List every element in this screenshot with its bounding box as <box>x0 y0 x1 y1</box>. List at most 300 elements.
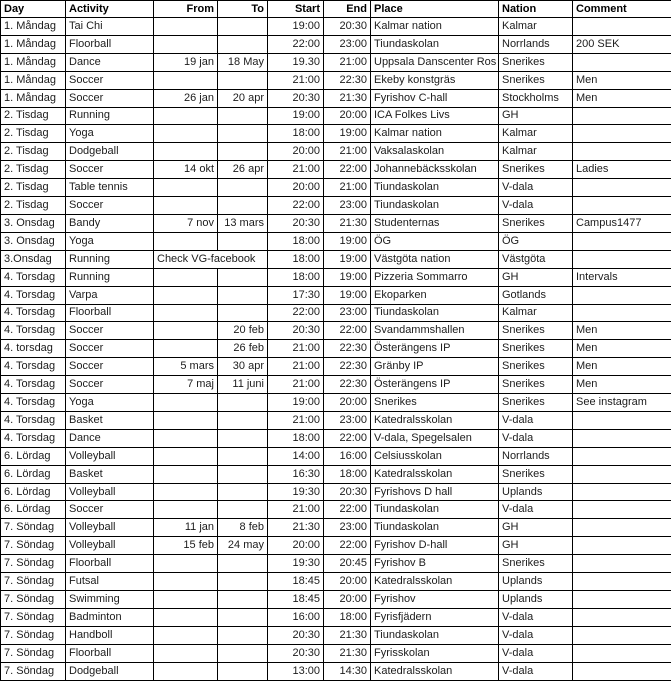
cell-to[interactable]: 30 apr <box>218 358 268 376</box>
cell-activity[interactable]: Futsal <box>66 573 154 591</box>
cell-end[interactable]: 19:00 <box>324 286 371 304</box>
cell-day[interactable]: 2. Tisdag <box>1 179 66 197</box>
cell-place[interactable]: ÖG <box>371 232 499 250</box>
cell-comment[interactable]: Intervals <box>573 268 671 286</box>
cell-end[interactable]: 21:30 <box>324 214 371 232</box>
column-header-activity[interactable]: Activity <box>66 1 154 18</box>
cell-comment[interactable]: Men <box>573 89 671 107</box>
cell-start[interactable]: 18:00 <box>268 429 324 447</box>
cell-to[interactable]: 26 apr <box>218 161 268 179</box>
cell-day[interactable]: 7. Söndag <box>1 644 66 662</box>
cell-activity[interactable]: Basket <box>66 411 154 429</box>
cell-nation[interactable]: Kalmar <box>499 125 573 143</box>
cell-comment[interactable] <box>573 483 671 501</box>
cell-nation[interactable]: Snerikes <box>499 394 573 412</box>
cell-end[interactable]: 16:00 <box>324 447 371 465</box>
cell-end[interactable]: 19:00 <box>324 125 371 143</box>
cell-end[interactable]: 14:30 <box>324 662 371 680</box>
cell-to[interactable] <box>218 125 268 143</box>
cell-nation[interactable]: Uplands <box>499 591 573 609</box>
cell-place[interactable]: Kalmar nation <box>371 18 499 36</box>
cell-nation[interactable]: V-dala <box>499 197 573 215</box>
cell-end[interactable]: 22:00 <box>324 322 371 340</box>
cell-end[interactable]: 21:00 <box>324 179 371 197</box>
cell-comment[interactable]: Men <box>573 340 671 358</box>
cell-to[interactable] <box>218 143 268 161</box>
cell-from[interactable] <box>154 143 218 161</box>
cell-end[interactable]: 23:00 <box>324 519 371 537</box>
cell-day[interactable]: 2. Tisdag <box>1 107 66 125</box>
cell-start[interactable]: 16:30 <box>268 465 324 483</box>
column-header-day[interactable]: Day <box>1 1 66 18</box>
cell-to[interactable]: 26 feb <box>218 340 268 358</box>
cell-nation[interactable]: GH <box>499 537 573 555</box>
cell-to[interactable] <box>218 18 268 36</box>
cell-comment[interactable] <box>573 555 671 573</box>
cell-from[interactable] <box>154 573 218 591</box>
cell-to[interactable] <box>218 483 268 501</box>
cell-from[interactable]: 7 maj <box>154 376 218 394</box>
cell-day[interactable]: 2. Tisdag <box>1 161 66 179</box>
cell-place[interactable]: Österängens IP <box>371 376 499 394</box>
cell-activity[interactable]: Dodgeball <box>66 143 154 161</box>
cell-place[interactable]: Katedralsskolan <box>371 411 499 429</box>
cell-nation[interactable]: Norrlands <box>499 35 573 53</box>
cell-to[interactable] <box>218 411 268 429</box>
cell-day[interactable]: 1. Måndag <box>1 53 66 71</box>
cell-day[interactable]: 7. Söndag <box>1 555 66 573</box>
column-header-end[interactable]: End <box>324 1 371 18</box>
cell-start[interactable]: 20:30 <box>268 89 324 107</box>
cell-to[interactable] <box>218 394 268 412</box>
cell-nation[interactable]: Gotlands <box>499 286 573 304</box>
cell-day[interactable]: 4. Torsdag <box>1 394 66 412</box>
cell-place[interactable]: Studenternas <box>371 214 499 232</box>
cell-end[interactable]: 22:30 <box>324 358 371 376</box>
cell-place[interactable]: Katedralsskolan <box>371 465 499 483</box>
cell-end[interactable]: 18:00 <box>324 608 371 626</box>
cell-start[interactable]: 18:00 <box>268 250 324 268</box>
cell-nation[interactable]: V-dala <box>499 626 573 644</box>
cell-day[interactable]: 1. Måndag <box>1 35 66 53</box>
cell-day[interactable]: 3. Onsdag <box>1 214 66 232</box>
cell-activity[interactable]: Soccer <box>66 340 154 358</box>
cell-from[interactable] <box>154 555 218 573</box>
cell-start[interactable]: 20:30 <box>268 322 324 340</box>
cell-nation[interactable]: GH <box>499 268 573 286</box>
cell-comment[interactable] <box>573 53 671 71</box>
cell-end[interactable]: 23:00 <box>324 304 371 322</box>
cell-activity[interactable]: Floorball <box>66 555 154 573</box>
cell-comment[interactable] <box>573 626 671 644</box>
cell-comment[interactable] <box>573 537 671 555</box>
cell-start[interactable]: 19.30 <box>268 53 324 71</box>
cell-place[interactable]: Tiundaskolan <box>371 519 499 537</box>
cell-comment[interactable] <box>573 465 671 483</box>
cell-nation[interactable]: Norrlands <box>499 447 573 465</box>
cell-comment[interactable] <box>573 18 671 36</box>
cell-day[interactable]: 4. Torsdag <box>1 376 66 394</box>
cell-end[interactable]: 23:00 <box>324 35 371 53</box>
cell-activity[interactable]: Volleyball <box>66 483 154 501</box>
cell-place[interactable]: V-dala, Spegelsalen <box>371 429 499 447</box>
cell-day[interactable]: 4. torsdag <box>1 340 66 358</box>
cell-from[interactable] <box>154 340 218 358</box>
cell-nation[interactable]: V-dala <box>499 662 573 680</box>
cell-place[interactable]: Celsiusskolan <box>371 447 499 465</box>
cell-to[interactable] <box>218 501 268 519</box>
cell-place[interactable]: Fyrishov B <box>371 555 499 573</box>
cell-end[interactable]: 20:00 <box>324 573 371 591</box>
cell-place[interactable]: Ekoparken <box>371 286 499 304</box>
cell-start[interactable]: 20:00 <box>268 179 324 197</box>
cell-day[interactable]: 7. Söndag <box>1 591 66 609</box>
cell-end[interactable]: 20:00 <box>324 394 371 412</box>
cell-end[interactable]: 21:00 <box>324 143 371 161</box>
cell-activity[interactable]: Badminton <box>66 608 154 626</box>
cell-comment[interactable] <box>573 232 671 250</box>
cell-end[interactable]: 20:00 <box>324 107 371 125</box>
cell-nation[interactable]: Kalmar <box>499 304 573 322</box>
cell-start[interactable]: 18:45 <box>268 573 324 591</box>
cell-start[interactable]: 19:00 <box>268 394 324 412</box>
cell-nation[interactable]: V-dala <box>499 644 573 662</box>
cell-day[interactable]: 7. Söndag <box>1 537 66 555</box>
cell-day[interactable]: 2. Tisdag <box>1 143 66 161</box>
cell-from[interactable] <box>154 18 218 36</box>
cell-nation[interactable]: V-dala <box>499 429 573 447</box>
cell-start[interactable]: 19:30 <box>268 483 324 501</box>
cell-end[interactable]: 20:30 <box>324 18 371 36</box>
cell-end[interactable]: 23:00 <box>324 411 371 429</box>
cell-end[interactable]: 22:00 <box>324 429 371 447</box>
cell-comment[interactable] <box>573 304 671 322</box>
cell-place[interactable]: Snerikes <box>371 394 499 412</box>
cell-activity[interactable]: Table tennis <box>66 179 154 197</box>
cell-to[interactable]: 20 feb <box>218 322 268 340</box>
cell-end[interactable]: 21:30 <box>324 89 371 107</box>
cell-start[interactable]: 18:00 <box>268 268 324 286</box>
cell-comment[interactable] <box>573 644 671 662</box>
cell-from[interactable]: 26 jan <box>154 89 218 107</box>
cell-comment[interactable] <box>573 179 671 197</box>
cell-start[interactable]: 18:00 <box>268 125 324 143</box>
cell-day[interactable]: 7. Söndag <box>1 608 66 626</box>
cell-start[interactable]: 22:00 <box>268 197 324 215</box>
cell-to[interactable] <box>218 232 268 250</box>
cell-day[interactable]: 7. Söndag <box>1 573 66 591</box>
cell-start[interactable]: 20:00 <box>268 143 324 161</box>
cell-from[interactable] <box>154 644 218 662</box>
cell-place[interactable]: Johannebäcksskolan <box>371 161 499 179</box>
cell-to[interactable] <box>218 591 268 609</box>
cell-nation[interactable]: Snerikes <box>499 53 573 71</box>
cell-from[interactable] <box>154 197 218 215</box>
cell-from[interactable] <box>154 591 218 609</box>
cell-day[interactable]: 4. Torsdag <box>1 358 66 376</box>
cell-to[interactable] <box>218 555 268 573</box>
cell-to[interactable] <box>218 465 268 483</box>
cell-place[interactable]: Katedralsskolan <box>371 662 499 680</box>
cell-from[interactable]: 15 feb <box>154 537 218 555</box>
cell-start[interactable]: 21:30 <box>268 519 324 537</box>
cell-comment[interactable] <box>573 573 671 591</box>
cell-to[interactable] <box>218 179 268 197</box>
cell-comment[interactable] <box>573 591 671 609</box>
cell-from[interactable]: 5 mars <box>154 358 218 376</box>
cell-end[interactable]: 21:30 <box>324 644 371 662</box>
cell-day[interactable]: 1. Måndag <box>1 18 66 36</box>
cell-start[interactable]: 18:00 <box>268 232 324 250</box>
cell-day[interactable]: 1. Måndag <box>1 71 66 89</box>
cell-start[interactable]: 21:00 <box>268 161 324 179</box>
cell-to[interactable]: 11 juni <box>218 376 268 394</box>
cell-to[interactable] <box>218 35 268 53</box>
cell-place[interactable]: Västgöta nation <box>371 250 499 268</box>
cell-start[interactable]: 14:00 <box>268 447 324 465</box>
cell-to[interactable] <box>218 197 268 215</box>
cell-day[interactable]: 2. Tisdag <box>1 197 66 215</box>
cell-place[interactable]: Österängens IP <box>371 340 499 358</box>
cell-start[interactable]: 16:00 <box>268 608 324 626</box>
cell-comment[interactable] <box>573 286 671 304</box>
cell-nation[interactable]: Stockholms <box>499 89 573 107</box>
cell-start[interactable]: 19:00 <box>268 107 324 125</box>
cell-end[interactable]: 20:45 <box>324 555 371 573</box>
cell-activity[interactable]: Dodgeball <box>66 662 154 680</box>
cell-from[interactable] <box>154 35 218 53</box>
cell-start[interactable]: 17:30 <box>268 286 324 304</box>
cell-start[interactable]: 18:45 <box>268 591 324 609</box>
cell-end[interactable]: 19:00 <box>324 232 371 250</box>
cell-activity[interactable]: Soccer <box>66 376 154 394</box>
cell-comment[interactable] <box>573 501 671 519</box>
cell-from[interactable] <box>154 394 218 412</box>
cell-activity[interactable]: Volleyball <box>66 447 154 465</box>
cell-day[interactable]: 4. Torsdag <box>1 411 66 429</box>
cell-comment[interactable] <box>573 662 671 680</box>
cell-start[interactable]: 20:30 <box>268 626 324 644</box>
cell-start[interactable]: 21:00 <box>268 340 324 358</box>
cell-from[interactable]: 11 jan <box>154 519 218 537</box>
cell-end[interactable]: 20:30 <box>324 483 371 501</box>
cell-comment[interactable]: Men <box>573 358 671 376</box>
cell-place[interactable]: Fyrisfjädern <box>371 608 499 626</box>
cell-activity[interactable]: Volleyball <box>66 537 154 555</box>
cell-from[interactable] <box>154 304 218 322</box>
cell-place[interactable]: ICA Folkes Livs <box>371 107 499 125</box>
cell-from[interactable] <box>154 71 218 89</box>
cell-comment[interactable] <box>573 411 671 429</box>
cell-end[interactable]: 21:30 <box>324 626 371 644</box>
cell-from[interactable] <box>154 501 218 519</box>
cell-end[interactable]: 21:00 <box>324 53 371 71</box>
cell-activity[interactable]: Dance <box>66 53 154 71</box>
cell-day[interactable]: 4. Torsdag <box>1 322 66 340</box>
cell-nation[interactable]: Uplands <box>499 573 573 591</box>
cell-end[interactable]: 22:30 <box>324 376 371 394</box>
cell-day[interactable]: 4. Torsdag <box>1 304 66 322</box>
cell-day[interactable]: 3.Onsdag <box>1 250 66 268</box>
cell-place[interactable]: Tiundaskolan <box>371 179 499 197</box>
cell-end[interactable]: 22:00 <box>324 161 371 179</box>
cell-place[interactable]: Fyrishovs D hall <box>371 483 499 501</box>
cell-day[interactable]: 6. Lördag <box>1 465 66 483</box>
cell-day[interactable]: 2. Tisdag <box>1 125 66 143</box>
cell-activity[interactable]: Floorball <box>66 35 154 53</box>
cell-end[interactable]: 19:00 <box>324 250 371 268</box>
cell-place[interactable]: Tiundaskolan <box>371 197 499 215</box>
cell-day[interactable]: 4. Torsdag <box>1 286 66 304</box>
cell-place[interactable]: Kalmar nation <box>371 125 499 143</box>
cell-from[interactable] <box>154 322 218 340</box>
cell-comment[interactable] <box>573 519 671 537</box>
cell-activity[interactable]: Soccer <box>66 358 154 376</box>
cell-end[interactable]: 20:00 <box>324 591 371 609</box>
column-header-comment[interactable]: Comment <box>573 1 671 18</box>
cell-to[interactable]: 20 apr <box>218 89 268 107</box>
cell-from[interactable] <box>154 411 218 429</box>
cell-comment[interactable] <box>573 608 671 626</box>
cell-activity[interactable]: Running <box>66 268 154 286</box>
cell-to[interactable]: 24 may <box>218 537 268 555</box>
cell-from[interactable]: Check VG-facebook <box>154 250 268 268</box>
cell-place[interactable]: Tiundaskolan <box>371 501 499 519</box>
cell-day[interactable]: 6. Lördag <box>1 447 66 465</box>
cell-to[interactable] <box>218 626 268 644</box>
cell-day[interactable]: 7. Söndag <box>1 519 66 537</box>
cell-day[interactable]: 7. Söndag <box>1 662 66 680</box>
cell-activity[interactable]: Basket <box>66 465 154 483</box>
cell-comment[interactable] <box>573 447 671 465</box>
cell-nation[interactable]: Snerikes <box>499 376 573 394</box>
cell-nation[interactable]: Snerikes <box>499 358 573 376</box>
cell-from[interactable] <box>154 608 218 626</box>
cell-from[interactable] <box>154 232 218 250</box>
cell-nation[interactable]: Kalmar <box>499 18 573 36</box>
cell-activity[interactable]: Running <box>66 250 154 268</box>
cell-nation[interactable]: Snerikes <box>499 465 573 483</box>
cell-nation[interactable]: ÖG <box>499 232 573 250</box>
cell-from[interactable] <box>154 447 218 465</box>
cell-from[interactable]: 7 nov <box>154 214 218 232</box>
cell-nation[interactable]: V-dala <box>499 411 573 429</box>
cell-from[interactable] <box>154 483 218 501</box>
cell-start[interactable]: 21:00 <box>268 376 324 394</box>
cell-activity[interactable]: Soccer <box>66 501 154 519</box>
cell-day[interactable]: 4. Torsdag <box>1 429 66 447</box>
cell-activity[interactable]: Dance <box>66 429 154 447</box>
cell-comment[interactable] <box>573 197 671 215</box>
cell-place[interactable]: Uppsala Danscenter Ros <box>371 53 499 71</box>
cell-activity[interactable]: Varpa <box>66 286 154 304</box>
cell-comment[interactable]: 200 SEK <box>573 35 671 53</box>
cell-day[interactable]: 6. Lördag <box>1 483 66 501</box>
cell-nation[interactable]: Snerikes <box>499 71 573 89</box>
cell-comment[interactable] <box>573 143 671 161</box>
cell-activity[interactable]: Soccer <box>66 161 154 179</box>
cell-nation[interactable]: V-dala <box>499 608 573 626</box>
cell-nation[interactable]: GH <box>499 519 573 537</box>
cell-day[interactable]: 1. Måndag <box>1 89 66 107</box>
cell-comment[interactable] <box>573 429 671 447</box>
cell-to[interactable] <box>218 447 268 465</box>
cell-day[interactable]: 3. Onsdag <box>1 232 66 250</box>
column-header-to[interactable]: To <box>218 1 268 18</box>
cell-to[interactable] <box>218 573 268 591</box>
cell-start[interactable]: 20:30 <box>268 644 324 662</box>
cell-start[interactable]: 21:00 <box>268 411 324 429</box>
cell-activity[interactable]: Yoga <box>66 394 154 412</box>
cell-to[interactable] <box>218 286 268 304</box>
cell-comment[interactable]: See instagram <box>573 394 671 412</box>
cell-day[interactable]: 4. Torsdag <box>1 268 66 286</box>
cell-place[interactable]: Ekeby konstgräs <box>371 71 499 89</box>
cell-to[interactable]: 8 feb <box>218 519 268 537</box>
cell-activity[interactable]: Soccer <box>66 71 154 89</box>
cell-start[interactable]: 21:00 <box>268 501 324 519</box>
cell-place[interactable]: Katedralsskolan <box>371 573 499 591</box>
column-header-from[interactable]: From <box>154 1 218 18</box>
cell-place[interactable]: Svandammshallen <box>371 322 499 340</box>
cell-from[interactable] <box>154 286 218 304</box>
cell-activity[interactable]: Soccer <box>66 197 154 215</box>
cell-from[interactable] <box>154 626 218 644</box>
cell-from[interactable] <box>154 429 218 447</box>
cell-activity[interactable]: Tai Chi <box>66 18 154 36</box>
cell-comment[interactable]: Campus1477 <box>573 214 671 232</box>
column-header-start[interactable]: Start <box>268 1 324 18</box>
cell-to[interactable]: 13 mars <box>218 214 268 232</box>
cell-place[interactable]: Tiundaskolan <box>371 304 499 322</box>
cell-end[interactable]: 22:30 <box>324 340 371 358</box>
cell-activity[interactable]: Soccer <box>66 322 154 340</box>
cell-nation[interactable]: Snerikes <box>499 555 573 573</box>
cell-from[interactable] <box>154 107 218 125</box>
cell-place[interactable]: Vaksalaskolan <box>371 143 499 161</box>
cell-comment[interactable] <box>573 250 671 268</box>
cell-activity[interactable]: Soccer <box>66 89 154 107</box>
cell-nation[interactable]: Snerikes <box>499 161 573 179</box>
cell-nation[interactable]: Snerikes <box>499 322 573 340</box>
cell-end[interactable]: 22:30 <box>324 71 371 89</box>
cell-nation[interactable]: GH <box>499 107 573 125</box>
cell-place[interactable]: Fyrishov <box>371 591 499 609</box>
cell-activity[interactable]: Yoga <box>66 125 154 143</box>
cell-from[interactable] <box>154 179 218 197</box>
cell-nation[interactable]: V-dala <box>499 501 573 519</box>
cell-to[interactable] <box>218 107 268 125</box>
cell-comment[interactable]: Men <box>573 71 671 89</box>
cell-start[interactable]: 20:00 <box>268 537 324 555</box>
cell-from[interactable] <box>154 465 218 483</box>
cell-place[interactable]: Pizzeria Sommarro <box>371 268 499 286</box>
cell-to[interactable] <box>218 429 268 447</box>
cell-start[interactable]: 21:00 <box>268 358 324 376</box>
cell-activity[interactable]: Floorball <box>66 644 154 662</box>
cell-activity[interactable]: Handboll <box>66 626 154 644</box>
cell-from[interactable] <box>154 662 218 680</box>
cell-place[interactable]: Tiundaskolan <box>371 35 499 53</box>
cell-nation[interactable]: Uplands <box>499 483 573 501</box>
cell-start[interactable]: 21:00 <box>268 71 324 89</box>
cell-to[interactable] <box>218 71 268 89</box>
cell-end[interactable]: 23:00 <box>324 197 371 215</box>
cell-comment[interactable]: Men <box>573 376 671 394</box>
cell-to[interactable] <box>218 304 268 322</box>
cell-to[interactable] <box>218 608 268 626</box>
cell-to[interactable] <box>218 268 268 286</box>
